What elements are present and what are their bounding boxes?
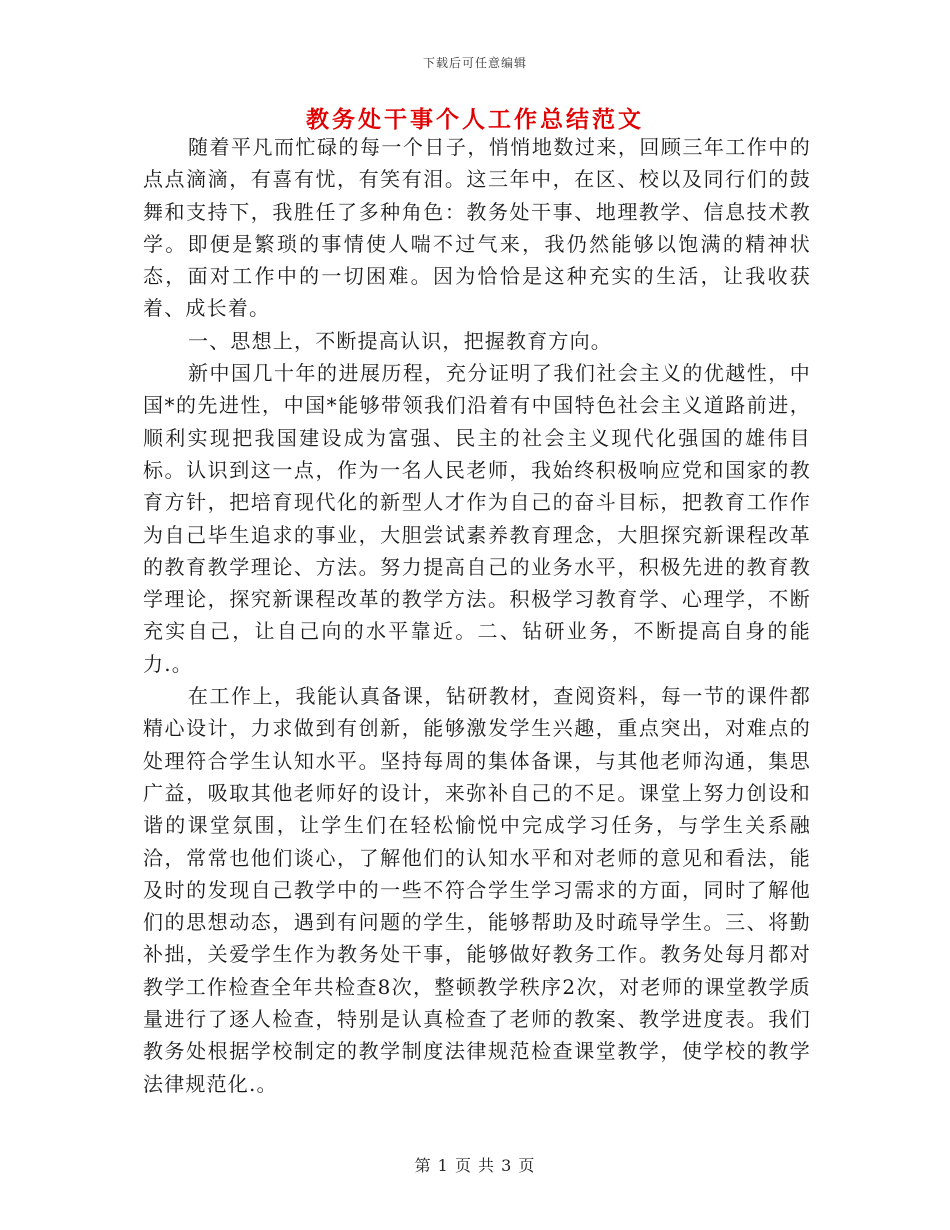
paragraph-ideology: 新中国几十年的进展历程，充分证明了我们社会主义的优越性，中国*的先进性，中国*能够带领我们沿着有中国特色社会主义道路前进，顺利实现把我国建设成为富强、民主的社会主义现代化强国的雄伟目标。认识到这一点，作为一名人民老师，我始终积极响应党和国家的教育方针，把培育现代化的新型人才作为自己的奋斗目标，把教育工作作为自己毕生追求的事业，大胆尝试素养教育理念，大胆探究新课程改革的教育教学理论、方法。努力提高自己的业务水平，积极先进的教育教学理论，探究新课程改革的教学方法。积极学习教育学、心理学，不断充实自己，让自己向的水平靠近。二、钻研业务，不断提高自身的能力.。 xyxy=(143,361,811,676)
paragraph-intro: 随着平凡而忙碌的每一个日子，悄悄地数过来，回顾三年工作中的点点滴滴，有喜有忧，有笑有泪。这三年中，在区、校以及同行们的鼓舞和支持下，我胜任了多种角色：教务处干事、地理教学、信息技术教学。即便是繁琐的事情使人喘不过气来，我仍然能够以饱满的精神状态，面对工作中的一切困难。因为恰恰是这种充实的生活，让我收获着、成长着。 xyxy=(143,135,811,321)
paragraph-work: 在工作上，我能认真备课，钻研教材，查阅资料，每一节的课件都精心设计，力求做到有创新，能够激发学生兴趣，重点突出，对难点的处理符合学生认知水平。坚持每周的集体备课，与其他老师沟通，集思广益，吸取其他老师好的设计，来弥补自己的不足。课堂上努力创设和谐的课堂氛围，让学生们在轻松愉悦中完成学习任务，与学生关系融洽，常常也他们谈心，了解他们的认知水平和对老师的意见和看法，能及时的发现自己教学中的一些不符合学生学习需求的方面，同时了解他们的思想动态，遇到有问题的学生，能够帮助及时疏导学生。三、将勤补拙，关爱学生作为教务处干事，能够做好教务工作。教务处每月都对教学工作检查全年共检查8次，整顿教学秩序2次，对老师的课堂教学质量进行了逐人检查，特别是认真检查了老师的教案、教学进度表。我们教务处根据学校制定的教学制度法律规范检查课堂教学，使学校的教学法律规范化.。 xyxy=(143,684,811,1096)
page-number: 第 1 页 共 3 页 xyxy=(414,1156,536,1175)
paragraph-section-heading-1: 一、思想上，不断提高认识，把握教育方向。 xyxy=(188,328,612,353)
document-title: 教务处干事个人工作总结范文 xyxy=(306,106,644,133)
document-body xyxy=(143,131,811,1100)
page-header-note: 下载后可任意编辑 xyxy=(422,56,527,70)
